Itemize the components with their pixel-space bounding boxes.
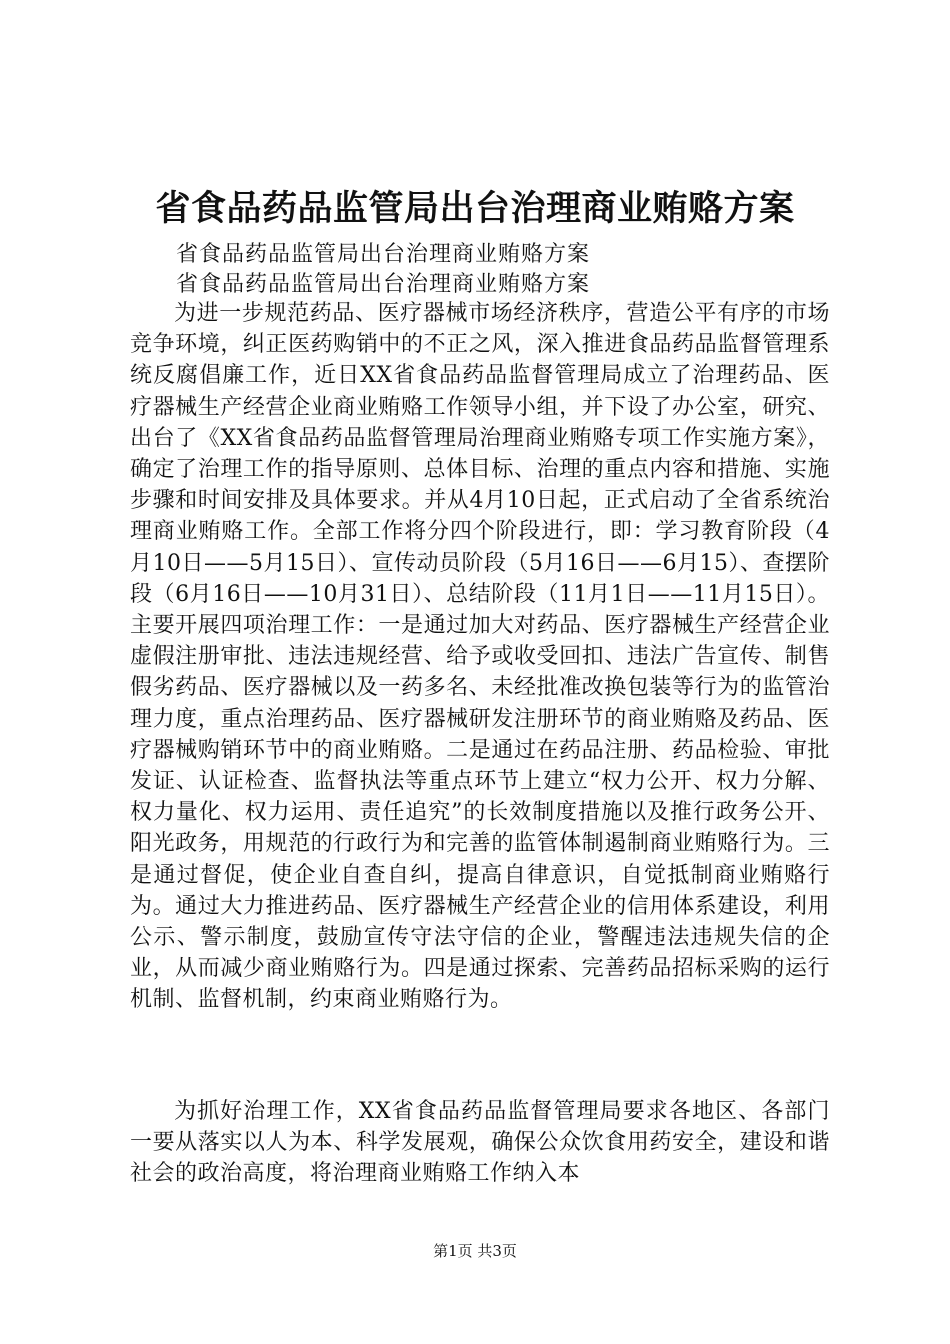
subtitle-line-2: 省食品药品监管局出台治理商业贿赂方案 [176,272,591,297]
page-number-footer: 第1页 共3页 [433,1242,517,1260]
body-paragraph-2: 为抓好治理工作，XX省食品药品监督管理局要求各地区、各部门一要从落实以人为本、科学发展观，确保公众饮食用药安全，建设和谐社会的政治高度，将治理商业贿赂工作纳入本 [130,1099,830,1187]
body-paragraph-1: 为进一步规范药品、医疗器械市场经济秩序，营造公平有序的市场竞争环境，纠正医药购销中的不正之风，深入推进食品药品监督管理系统反腐倡廉工作，近日XX省食品药品监督管理局成立了治理药品、医疗器械生产经营企业商业贿赂工作领导小组，并下设了办公室，研究、出台了《XX省食品药品监督管理局治理商业贿赂专项工作实施方案》，确定了治理工作的指导原则、总体目标、治理的重点内容和措施、实施步骤和时间安排及具体要求。并从4月10日起，正式启动了全省系统治理商业贿赂工作。全部工作将分四个阶段进行，即：学习教育阶段（4月10日——5月15日）、宣传动员阶段（5月16日——6月15）、查摆阶段（6月16日——10月31日）、总结阶段（11月1日——11月15日）。主要开展四项治理工作：一是通过加大对药品、医疗器械生产经营企业虚假注册审批、违法违规经营、给予或收受回扣、违法广告宣传、制售假劣药品、医疗器械以及一药多名、未经批准改换包装等行为的监管治理力度，重点治理药品、医疗器械研发注册环节的商业贿赂及药品、医疗器械购销环节中的商业贿赂。二是通过在药品注册、药品检验、审批发证、认证检查、监督执法等重点环节上建立“权力公开、权力分解、权力量化、权力运用、责任追究”的长效制度措施以及推行政务公开、阳光政务，用规范的行政行为和完善的监管体制遏制商业贿赂行为。三是通过督促，使企业自查自纠，提高自律意识，自觉抵制商业贿赂行为。通过大力推进药品、医疗器械生产经营企业的信用体系建设，利用公示、警示制度，鼓励宣传守法守信的企业，警醒违法违规失信的企业，从而减少商业贿赂行为。四是通过探索、完善药品招标采购的运行机制、监督机制，约束商业贿赂行为。 [130,301,830,1013]
document-title: 省食品药品监管局出台治理商业贿赂方案 [155,189,795,229]
subtitle-line-1: 省食品药品监管局出台治理商业贿赂方案 [176,242,591,267]
